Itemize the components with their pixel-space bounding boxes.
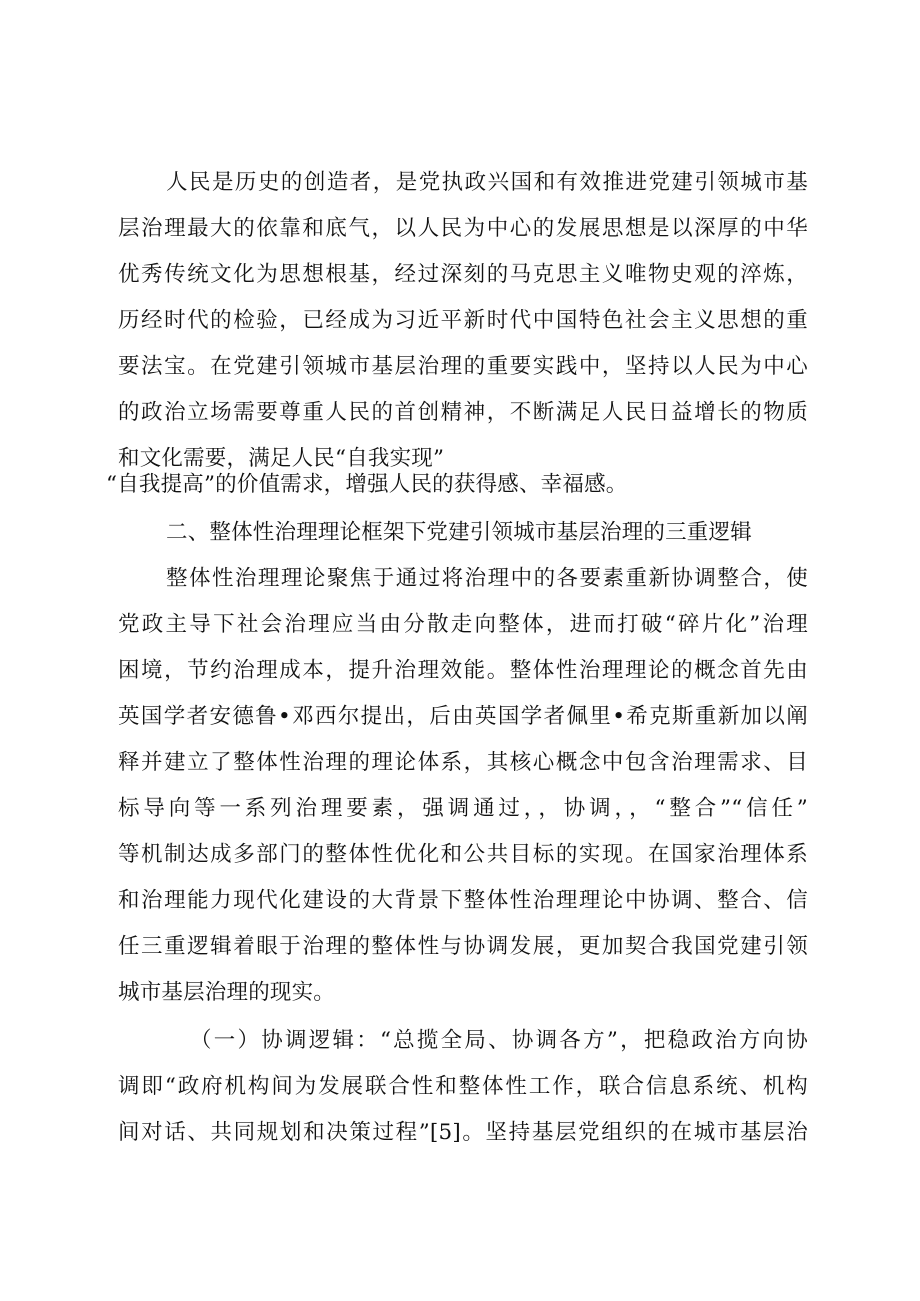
paragraph-1-line-4: 历经时代的检验，已经成为习近平新时代中国特色社会主义思想的重 bbox=[118, 308, 808, 333]
paragraph-2-line-5: 释并建立了整体性治理的理论体系，其核心概念中包含治理需求、目 bbox=[118, 750, 808, 775]
paragraph-2-line-2: 党政主导下社会治理应当由分散走向整体，进而打破“碎片化”治理 bbox=[118, 612, 808, 637]
paragraph-1-line-2: 层治理最大的依靠和底气，以人民为中心的发展思想是以深厚的中华 bbox=[118, 216, 808, 241]
paragraph-3-line-3: 间对话、共同规划和决策过程”[5]。坚持基层党组织的在城市基层治 bbox=[118, 1120, 808, 1145]
paragraph-1-line-7: 和文化需要，满足人民“自我实现” bbox=[118, 446, 445, 471]
paragraph-2-line-9: 任三重逻辑着眼于治理的整体性与协调发展，更加契合我国党建引领 bbox=[118, 934, 808, 959]
paragraph-1-line-1: 人民是历史的创造者，是党执政兴国和有效推进党建引领城市基 bbox=[166, 170, 808, 195]
paragraph-1-line-8: “自我提高”的价值需求，增强人民的获得感、幸福感。 bbox=[106, 472, 628, 497]
paragraph-2-line-7: 等机制达成多部门的整体性优化和公共目标的实现。在国家治理体系 bbox=[118, 842, 808, 867]
paragraph-3-line-2: 调即“政府机构间为发展联合性和整体性工作，联合信息系统、机构 bbox=[118, 1074, 808, 1099]
paragraph-2-line-10: 城市基层治理的现实。 bbox=[118, 980, 336, 1005]
section-heading: 二、整体性治理理论框架下党建引领城市基层治理的三重逻辑 bbox=[166, 520, 752, 545]
paragraph-2-line-6: 标导向等一系列治理要素，强调通过，，协调，，“整合”“信任” bbox=[118, 796, 808, 821]
paragraph-2-line-4: 英国学者安德鲁•邓西尔提出，后由英国学者佩里•希克斯重新加以阐 bbox=[118, 704, 808, 729]
paragraph-2-line-1: 整体性治理理论聚焦于通过将治理中的各要素重新协调整合，使 bbox=[166, 566, 808, 591]
paragraph-3-line-1: （一）协调逻辑：“总揽全局、协调各方”，把稳政治方向协 bbox=[190, 1028, 808, 1053]
paragraph-1-line-5: 要法宝。在党建引领城市基层治理的重要实践中，坚持以人民为中心 bbox=[118, 354, 808, 379]
paragraph-1-line-6: 的政治立场需要尊重人民的首创精神，不断满足人民日益增长的物质 bbox=[118, 400, 808, 425]
paragraph-2-line-3: 困境，节约治理成本，提升治理效能。整体性治理理论的概念首先由 bbox=[118, 658, 808, 683]
paragraph-2-line-8: 和治理能力现代化建设的大背景下整体性治理理论中协调、整合、信 bbox=[118, 888, 808, 913]
paragraph-1-line-3: 优秀传统文化为思想根基，经过深刻的马克思主义唯物史观的淬炼， bbox=[118, 262, 808, 287]
